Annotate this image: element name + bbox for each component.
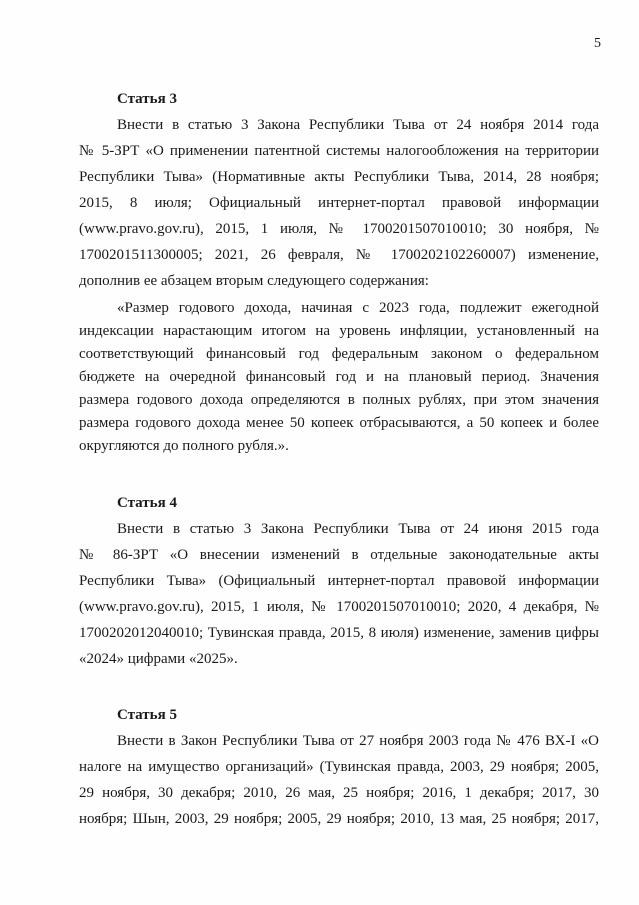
article-5-heading: Статья 5 — [117, 707, 177, 723]
article-3-text — [79, 112, 599, 294]
text-line: дополнив ее абзацем вторым следующего содержания: — [79, 273, 429, 289]
page-number: 5 — [594, 36, 601, 51]
text-line: (www.pravo.gov.ru), 2015, 1 июля, № 1700201507010010; 2020, 4 декабря, № — [79, 599, 599, 615]
quote-line: размера годового дохода определяются в полных рублях, при этом значения — [79, 392, 599, 408]
text-line: 1700201511300005; 2021, 26 февраля, № 1700202102260007) изменение, — [79, 247, 599, 263]
text-line: № 86-ЗРТ «О внесении изменений в отдельные законодательные акты — [79, 547, 599, 563]
text-line: Внести в статью 3 Закона Республики Тыва от 24 июня 2015 года — [117, 521, 599, 537]
text-line: (www.pravo.gov.ru), 2015, 1 июля, № 1700201507010010; 30 ноября, № — [79, 221, 599, 237]
article-4 — [79, 495, 599, 672]
article-4-text — [79, 516, 599, 672]
text-line: 29 ноября, 30 декабря; 2010, 26 мая, 25 ноября; 2016, 1 декабря; 2017, 30 — [79, 785, 599, 801]
article-4-heading: Статья 4 — [117, 495, 177, 511]
text-line: Внести в Закон Республики Тыва от 27 ноября 2003 года № 476 ВХ-I «О — [117, 733, 599, 749]
quote-line: размера годового дохода менее 50 копеек отбрасываются, а 50 копеек и более — [79, 415, 599, 431]
text-line: Республики Тыва» (Нормативные акты Республики Тыва, 2014, 28 ноября; — [79, 169, 599, 185]
quote-line: индексации нарастающим итогом на уровень инфляции, установленный на — [79, 323, 599, 339]
text-line: 1700202012040010; Тувинская правда, 2015, 8 июля) изменение, заменив цифры — [79, 625, 599, 641]
quote-line: соответствующий финансовый год федеральным законом о федеральном — [79, 346, 599, 362]
text-line: Внести в статью 3 Закона Республики Тыва от 24 ноября 2014 года — [117, 117, 599, 133]
text-line: 2015, 8 июля; Официальный интернет-портал правовой информации — [79, 195, 599, 211]
article-3-heading: Статья 3 — [117, 91, 177, 107]
text-line: ноября; Шын, 2003, 29 ноября; 2005, 29 ноября; 2010, 13 мая, 25 ноября; 2017, — [79, 811, 599, 827]
text-line: № 5-ЗРТ «О применении патентной системы налогообложения на территории — [79, 143, 599, 159]
document-body — [79, 91, 599, 832]
article-3 — [79, 91, 599, 458]
text-line: налоге на имущество организаций» (Тувинская правда, 2003, 29 ноября; 2005, — [79, 759, 599, 775]
quote-line: бюджете на очередной финансовый год и на плановый период. Значения — [79, 369, 599, 385]
text-line: Республики Тыва» (Официальный интернет-портал правовой информации — [79, 573, 599, 589]
quote-line: «Размер годового дохода, начиная с 2023 года, подлежит ежегодной — [117, 300, 599, 316]
article-5-text — [79, 728, 599, 832]
article-3-quote — [79, 297, 599, 458]
text-line: «2024» цифрами «2025». — [79, 651, 238, 667]
quote-line: округляются до полного рубля.». — [79, 438, 289, 454]
article-5 — [79, 707, 599, 832]
